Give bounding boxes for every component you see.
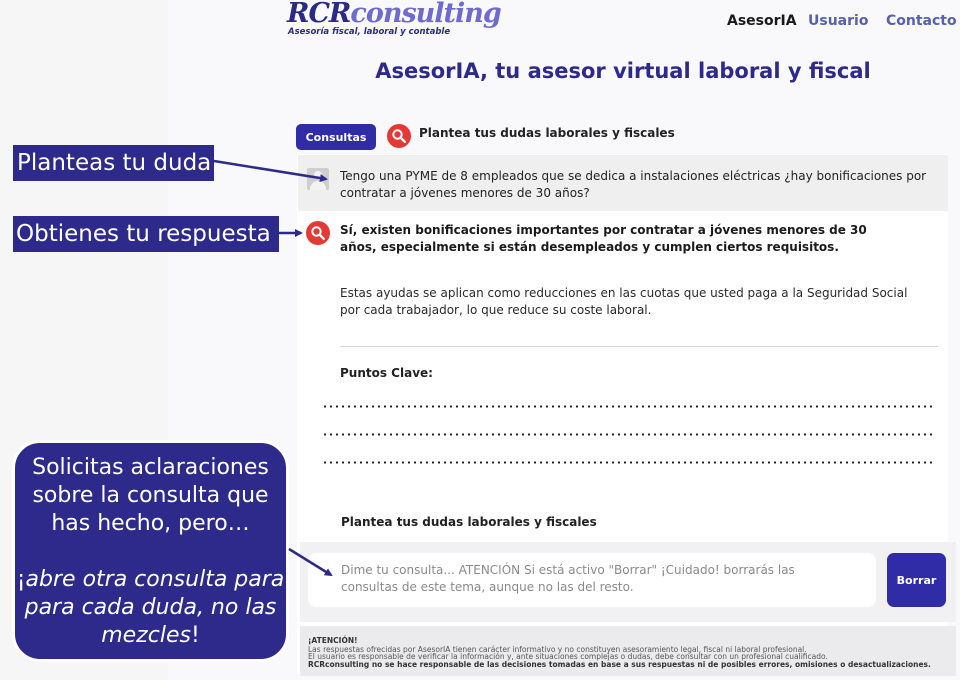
user-avatar-icon (307, 168, 329, 190)
callout-ask: Planteas tu duda (13, 145, 214, 181)
logo-tagline: Asesoría fiscal, laboral y contable (288, 27, 451, 37)
rcr-logo[interactable] (287, 0, 501, 42)
disclaimer-line: El usuario es responsable de verificar la información y, ante situaciones complejas o dudas, debe consultar con un profesional cualificado. (308, 652, 828, 661)
callout-clarify (12, 440, 289, 662)
nav-usuario[interactable]: Usuario (808, 13, 869, 29)
disclaimer-line: Las respuestas ofrecidas por AsesorIA tienen carácter informativo y no constituyen asesoramiento legal, fiscal ni laboral profesional. (308, 645, 807, 654)
page-title: AsesorIA, tu asesor virtual laboral y fiscal (375, 59, 871, 83)
tab-consultas[interactable]: Consultas (296, 124, 376, 150)
magnifier-icon (306, 221, 330, 245)
redacted-line (322, 433, 936, 436)
nav-contacto[interactable]: Contacto (886, 13, 957, 29)
callout-answer: Obtienes tu respuesta (13, 216, 279, 252)
input-label: Plantea tus dudas laborales y fiscales (341, 515, 597, 529)
divider (340, 346, 938, 347)
delete-button[interactable]: Borrar (887, 553, 946, 607)
redacted-line (322, 461, 936, 464)
callout-clarify-text: Solicitas aclaraciones sobre la consulta que has hecho, pero… (32, 455, 269, 536)
logo-wordmark: RCRconsulting (287, 0, 501, 29)
key-points-heading: Puntos Clave: (340, 366, 433, 380)
callout-clarify-tip: ¡abre otra consulta para para cada duda, no las mezcles! (16, 567, 285, 648)
user-message-text: Tengo una PYME de 8 empleados que se dedica a instalaciones eléctricas ¿hay bonificaciones por contratar a jóvenes menores de 30 años? (340, 169, 927, 200)
redacted-line (322, 405, 936, 408)
query-input[interactable] (308, 553, 876, 607)
disclaimer-line: RCRconsulting no se hace responsable de las decisiones tomadas en base a sus respuestas ni de posibles errores, omisiones o desactualizaciones. (308, 660, 931, 669)
magnifier-icon (387, 124, 411, 148)
answer-paragraph: Estas ayudas se aplican como reducciones en las cuotas que usted paga a la Seguridad Social por cada trabajador, lo que reduce su coste laboral. (340, 286, 908, 317)
disclaimer-title: ¡ATENCIÓN! (308, 636, 358, 645)
panel-heading: Plantea tus dudas laborales y fiscales (419, 126, 675, 140)
answer-summary: Sí, existen bonificaciones importantes por contratar a jóvenes menores de 30 años, especialmente si están desempleados y cumplen ciertos requisitos. (340, 223, 867, 254)
nav-asesoria[interactable]: AsesorIA (727, 13, 797, 29)
